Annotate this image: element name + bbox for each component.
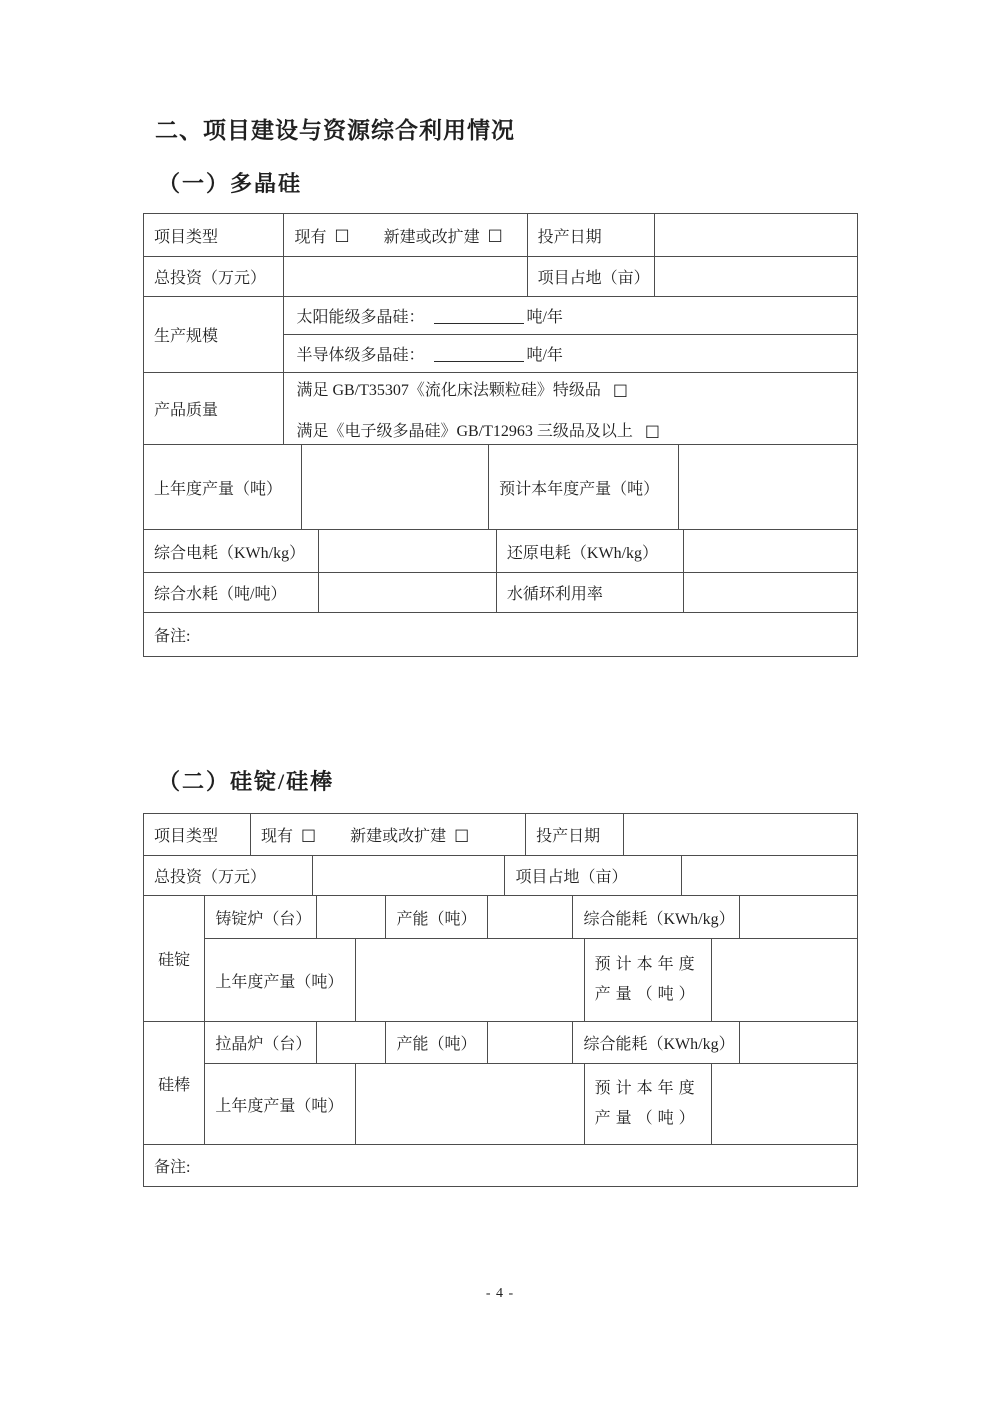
energy-label: 综合能耗（KWh/kg） [573,1022,740,1063]
rod-content [205,1022,857,1144]
new-or-expand-checkbox[interactable]: □ [454,824,470,844]
total-investment-label: 总投资（万元） [144,257,284,296]
last-year-output-value[interactable] [356,939,585,1021]
ingot-band [144,895,857,1021]
expected-output-line-1: 预计本年度 [594,956,700,973]
existing-label: 现有 [260,828,293,845]
rod-band [144,1021,857,1144]
project-type-options [284,214,527,256]
semiconductor-grade-blank[interactable] [434,345,524,362]
table-row [144,612,857,656]
remarks-label: 备注: [154,628,191,645]
power-consumption-value[interactable] [319,530,497,572]
last-year-output-value[interactable] [356,1064,585,1144]
table-row [144,214,857,256]
energy-value[interactable] [740,896,857,938]
ingot-furnace-row [205,896,857,938]
solar-grade-blank[interactable] [434,307,524,324]
table-row [144,372,857,444]
polysilicon-table [143,213,858,657]
quality-line-1 [296,377,660,400]
remarks-cell[interactable] [144,1145,857,1186]
last-year-output-value[interactable] [302,445,489,529]
semiconductor-grade-row [284,334,857,372]
expected-output-lines [595,950,700,1010]
unit-per-year-label: 吨/年 [526,347,563,364]
expected-output-line-1: 预计本年度 [594,1080,700,1097]
reduction-power-value[interactable] [684,530,857,572]
expected-output-value[interactable] [679,445,857,529]
energy-label: 综合能耗（KWh/kg） [573,896,740,938]
expected-output-value[interactable] [712,1064,857,1144]
existing-checkbox[interactable]: □ [300,824,317,844]
water-recycling-value[interactable] [684,573,857,612]
scale-label: 生产规模 [144,297,284,372]
quality-line-1-checkbox[interactable]: □ [612,379,629,399]
table-row [144,572,857,612]
quality-content [284,373,857,444]
section-2-title: （二）硅锭/硅棒 [158,769,335,794]
expected-output-label: 预计本年度产量（吨） [489,445,679,529]
rod-furnace-row [205,1022,857,1063]
scale-content [284,297,857,372]
last-year-output-label: 上年度产量（吨） [205,1064,356,1144]
casting-furnace-value[interactable] [317,896,386,938]
land-value[interactable] [655,257,857,296]
casting-furnace-label: 铸锭炉（台） [205,896,317,938]
expected-output-value[interactable] [712,939,857,1021]
table-row [144,296,857,372]
ingot-rod-table [143,813,858,1187]
production-date-value[interactable] [655,214,857,256]
production-date-value[interactable] [624,814,857,855]
pulling-furnace-label: 拉晶炉（台） [205,1022,317,1063]
water-consumption-value[interactable] [319,573,497,612]
table-row [144,529,857,572]
project-type-options [251,814,526,855]
expected-output-line-2: 产量（吨） [594,986,700,1003]
capacity-label: 产能（吨） [386,896,488,938]
project-type-label: 项目类型 [144,214,284,256]
quality-line-2-checkbox[interactable]: □ [644,420,661,440]
unit-per-year-label: 吨/年 [526,309,563,326]
existing-checkbox[interactable]: □ [334,225,350,244]
capacity-value[interactable] [488,896,573,938]
project-type-label: 项目类型 [144,814,251,855]
quality-label: 产品质量 [144,373,284,444]
capacity-value[interactable] [488,1022,573,1063]
quality-lines [296,377,660,441]
water-recycling-label: 水循环利用率 [497,573,684,612]
remarks-label: 备注: [154,1159,191,1176]
existing-label: 现有 [294,228,327,246]
expected-output-line-2: 产量（吨） [594,1110,700,1127]
total-investment-value[interactable] [313,856,506,895]
ingot-content [205,896,857,1021]
expected-output-lines [595,1074,700,1134]
total-investment-value[interactable] [284,257,527,296]
page-number: - 4 - [485,1286,515,1301]
energy-value[interactable] [740,1022,857,1063]
new-or-expand-checkbox[interactable]: □ [487,225,503,244]
table-row [144,1144,857,1186]
quality-line-2 [296,418,660,441]
remarks-cell[interactable] [144,613,857,656]
land-value[interactable] [682,856,857,895]
table-row [144,444,857,529]
new-or-expand-label: 新建或改扩建 [350,828,447,845]
expected-output-label [585,939,712,1021]
power-consumption-label: 综合电耗（KWh/kg） [144,530,319,572]
land-label: 项目占地（亩） [528,257,656,296]
land-label: 项目占地（亩） [505,856,682,895]
reduction-power-label: 还原电耗（KWh/kg） [497,530,684,572]
production-date-label: 投产日期 [526,814,624,855]
production-date-label: 投产日期 [528,214,656,256]
total-investment-label: 总投资（万元） [144,856,313,895]
solar-grade-row [284,297,857,334]
section-1-title: （一）多晶硅 [158,171,303,196]
capacity-label: 产能（吨） [386,1022,488,1063]
ingot-label: 硅锭 [144,896,205,1021]
rod-output-row [205,1063,857,1144]
water-consumption-label: 综合水耗（吨/吨） [144,573,319,612]
new-or-expand-label: 新建或改扩建 [383,228,480,246]
quality-line-2-text: 满足《电子级多晶硅》GB/T12963 三级品及以上 [296,422,633,440]
quality-line-1-text: 满足 GB/T35307《流化床法颗粒硅》特级品 [296,381,601,399]
last-year-output-label: 上年度产量（吨） [205,939,356,1021]
page-title: 二、项目建设与资源综合利用情况 [155,117,515,143]
solar-grade-label: 太阳能级多晶硅： [296,309,425,326]
semiconductor-grade-label: 半导体级多晶硅： [296,347,425,364]
pulling-furnace-value[interactable] [317,1022,386,1063]
table-row [144,256,857,296]
rod-label: 硅棒 [144,1022,205,1144]
last-year-output-label: 上年度产量（吨） [144,445,302,529]
expected-output-label [585,1064,712,1144]
table-row [144,855,857,895]
ingot-output-row [205,938,857,1021]
table-row [144,814,857,855]
